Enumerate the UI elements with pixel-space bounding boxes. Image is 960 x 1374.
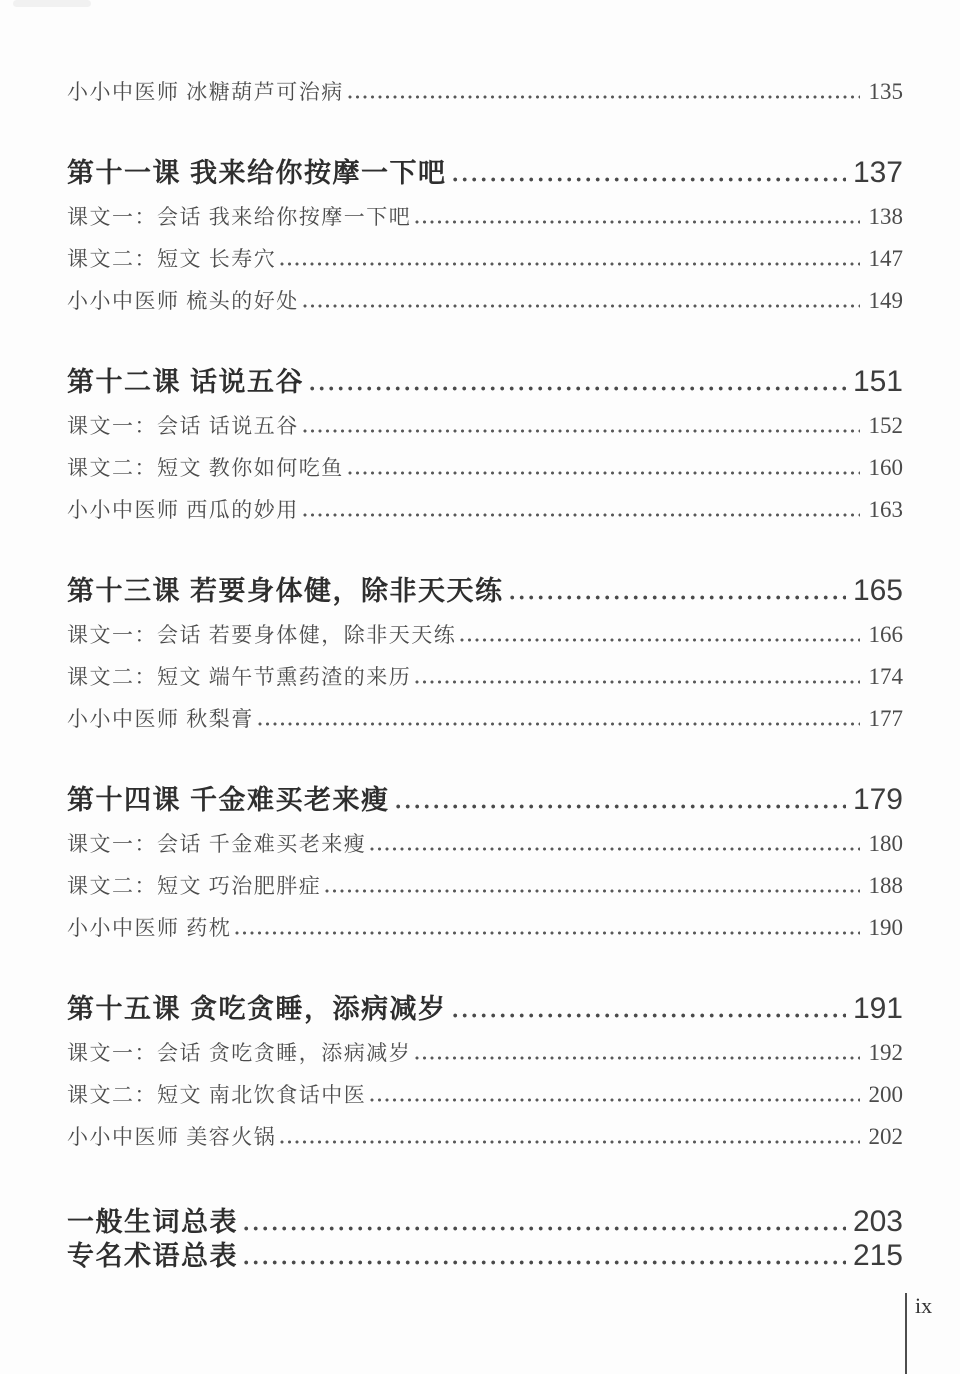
chapter-page: 137 — [852, 156, 903, 189]
toc-entry — [67, 498, 903, 522]
chapter-title: 第十一课 我来给你按摩一下吧 — [67, 158, 447, 188]
dot-leader — [235, 930, 859, 936]
toc-entry-page: 138 — [868, 204, 903, 229]
toc-entry — [67, 247, 903, 271]
toc-entry-page: 149 — [868, 288, 903, 313]
chapter-title: 第十五课 贪吃贪睡，添病减岁 — [67, 994, 447, 1024]
toc-entry-page: 188 — [868, 873, 903, 898]
dot-leader — [415, 219, 859, 225]
dot-leader — [280, 261, 859, 267]
toc-entry-page: 163 — [868, 497, 903, 522]
toc-entry — [67, 456, 903, 480]
toc-entry — [67, 1125, 903, 1149]
toc-entry — [67, 1041, 903, 1065]
dot-leader — [453, 1012, 846, 1019]
toc-entry — [67, 205, 903, 229]
dot-leader — [348, 94, 860, 100]
toc-entry-label: 课文二：短文 长寿穴 — [67, 247, 277, 271]
dot-leader — [303, 428, 860, 434]
dot-leader — [370, 1097, 859, 1103]
toc-entry — [67, 874, 903, 898]
toc-entry-label: 课文二：短文 巧治肥胖症 — [67, 874, 322, 898]
dot-leader — [453, 176, 846, 183]
appendix-page: 215 — [852, 1239, 903, 1272]
chapter-title: 第十二课 话说五谷 — [67, 367, 305, 397]
toc-entry-label: 小小中医师 冰糖葫芦可治病 — [67, 80, 344, 104]
toc-entry-page: 177 — [868, 706, 903, 731]
appendix-label: 专名术语总表 — [67, 1241, 238, 1271]
appendix-page: 203 — [852, 1205, 903, 1238]
dot-leader — [303, 303, 860, 309]
toc-entry-page: 174 — [868, 664, 903, 689]
chapter-page: 165 — [852, 574, 903, 607]
chapter-heading — [67, 367, 903, 397]
dot-leader — [370, 846, 859, 852]
toc-entry-label: 课文一：会话 我来给你按摩一下吧 — [67, 205, 412, 229]
toc-entry-label: 课文一：会话 千金难买老来瘦 — [67, 832, 367, 856]
toc-entry-label: 小小中医师 药枕 — [67, 916, 232, 940]
appendix-label: 一般生词总表 — [67, 1207, 238, 1237]
toc-entry-page: 135 — [868, 79, 903, 104]
toc-entry-label: 课文一：会话 话说五谷 — [67, 414, 299, 438]
toc-entry-label: 课文二：短文 南北饮食话中医 — [67, 1083, 367, 1107]
toc-entry-label: 小小中医师 美容火锅 — [67, 1125, 277, 1149]
toc-entry-page: 192 — [868, 1040, 903, 1065]
chapter-page: 191 — [852, 992, 903, 1025]
chapter-heading — [67, 576, 903, 606]
toc-entry-page: 202 — [868, 1124, 903, 1149]
chapter-page: 151 — [852, 365, 903, 398]
toc-entry-label: 课文二：短文 教你如何吃鱼 — [67, 456, 344, 480]
dot-leader — [396, 803, 846, 810]
dot-leader — [244, 1225, 846, 1232]
toc-entry — [67, 707, 903, 731]
dot-leader — [460, 637, 859, 643]
chapter-heading — [67, 785, 903, 815]
toc-entry-label: 小小中医师 西瓜的妙用 — [67, 498, 299, 522]
dot-leader — [258, 721, 860, 727]
chapter-title: 第十三课 若要身体健，除非天天练 — [67, 576, 504, 606]
toc-entry — [67, 289, 903, 313]
toc-entry-page: 180 — [868, 831, 903, 856]
toc-entry-page: 166 — [868, 622, 903, 647]
appendix-entry — [67, 1241, 903, 1271]
dot-leader — [415, 679, 859, 685]
dot-leader — [348, 470, 860, 476]
toc-entry-label: 课文一：会话 贪吃贪睡，添病减岁 — [67, 1041, 412, 1065]
toc-entry-page: 190 — [868, 915, 903, 940]
footer-rule — [905, 1293, 932, 1374]
toc-entry — [67, 80, 903, 104]
dot-leader — [415, 1055, 859, 1061]
toc-entry — [67, 916, 903, 940]
toc-entry — [67, 832, 903, 856]
toc-entry — [67, 1083, 903, 1107]
dot-leader — [510, 594, 846, 601]
toc-entry-page: 147 — [868, 246, 903, 271]
toc-list — [67, 0, 903, 1271]
appendix-entry — [67, 1207, 903, 1237]
footer-page-number: ix — [915, 1293, 933, 1318]
toc-entry-page: 160 — [868, 455, 903, 480]
dot-leader — [303, 512, 860, 518]
dot-leader — [310, 385, 846, 392]
toc-entry-label: 小小中医师 秋梨膏 — [67, 707, 254, 731]
toc-entry-page: 152 — [868, 413, 903, 438]
toc-entry-label: 课文二：短文 端午节熏药渣的来历 — [67, 665, 412, 689]
toc-entry-label: 小小中医师 梳头的好处 — [67, 289, 299, 313]
toc-entry — [67, 414, 903, 438]
toc-entry — [67, 665, 903, 689]
dot-leader — [325, 888, 859, 894]
dot-leader — [244, 1259, 846, 1266]
toc-entry-label: 课文一：会话 若要身体健，除非天天练 — [67, 623, 457, 647]
toc-entry — [67, 623, 903, 647]
toc-entry-page: 200 — [868, 1082, 903, 1107]
chapter-heading — [67, 158, 903, 188]
chapter-title: 第十四课 千金难买老来瘦 — [67, 785, 390, 815]
chapter-heading — [67, 994, 903, 1024]
chapter-page: 179 — [852, 783, 903, 816]
dot-leader — [280, 1139, 859, 1145]
